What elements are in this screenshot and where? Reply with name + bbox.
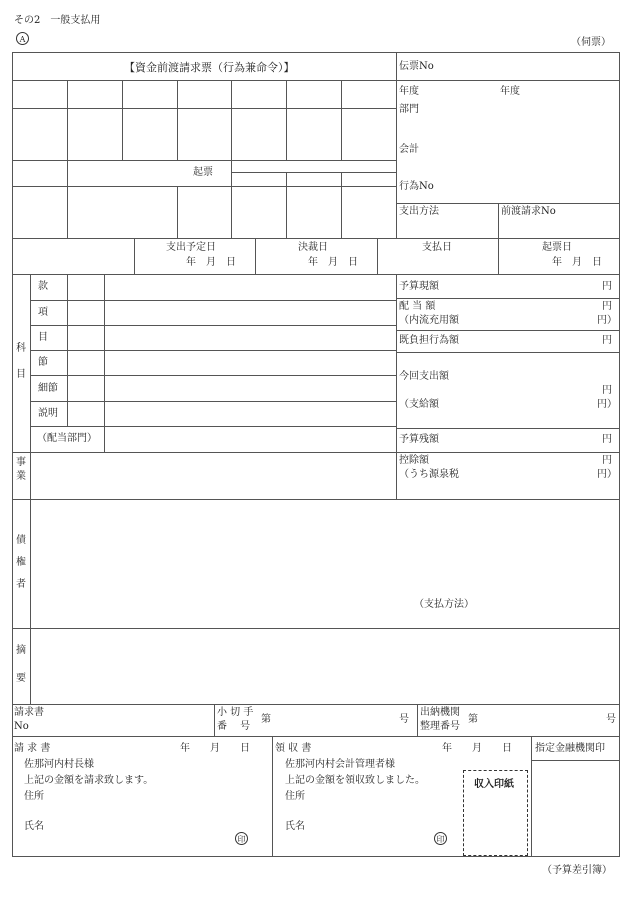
- rule: [30, 350, 396, 351]
- ryoshusho-date: 年 月 日: [442, 743, 512, 754]
- shiharai-date-label: 支払日: [422, 242, 452, 253]
- yen-unit-paren: 円）: [597, 315, 617, 326]
- saikensha-label: 債権者: [16, 535, 26, 590]
- rule: [12, 80, 396, 81]
- rule: [396, 352, 620, 353]
- rule: [12, 238, 620, 239]
- rule: [122, 80, 123, 160]
- rule: [12, 186, 396, 187]
- go-label: 号: [399, 714, 409, 725]
- yen-unit: 円: [602, 281, 612, 292]
- rule: [30, 401, 396, 402]
- ryoshusho-to: 佐那河内村会計管理者様: [285, 759, 395, 770]
- form-type-label: その2 一般支払用: [14, 15, 101, 26]
- seal-mark: 印: [235, 832, 248, 845]
- kihyo-label: 起票: [193, 167, 213, 178]
- rule: [12, 499, 620, 500]
- rule: [30, 325, 396, 326]
- kogitte-label-2: 番 号: [217, 721, 251, 732]
- rule: [255, 238, 256, 274]
- nendo-label-2: 年度: [500, 86, 520, 97]
- suitou-label-1: 出納機関: [420, 707, 460, 718]
- rule: [531, 736, 532, 857]
- rule: [417, 704, 418, 736]
- yosan-zan-label: 予算残額: [399, 434, 439, 445]
- circled-a-mark: A: [16, 32, 29, 45]
- rule: [396, 203, 620, 204]
- yen-unit: 円: [602, 301, 612, 312]
- yen-unit-paren: 円）: [597, 399, 617, 410]
- rule: [12, 160, 396, 161]
- rule: [177, 186, 178, 238]
- gensen-label: （うち源泉税: [399, 469, 459, 480]
- haito-gaku-label: 配 当 額: [399, 301, 436, 312]
- naiyu-juyo-label: （内流充用額: [399, 315, 459, 326]
- nendo-label-1: 年度: [399, 86, 419, 97]
- yotei-ymd: 年 月 日: [186, 257, 236, 268]
- rule: [231, 172, 396, 173]
- rule: [498, 238, 499, 274]
- rule: [396, 428, 620, 429]
- shitei-kinyu-label: 指定金融機関印: [535, 743, 605, 754]
- kamoku-row-setsu: 節: [38, 357, 48, 368]
- rule: [286, 80, 287, 160]
- rule: [272, 736, 273, 857]
- rule: [12, 736, 620, 737]
- seikyusho-date: 年 月 日: [180, 743, 250, 754]
- kamoku-row-setsumei: 説明: [38, 408, 58, 419]
- rule: [396, 330, 620, 331]
- rule: [396, 298, 620, 299]
- rule: [177, 80, 178, 160]
- rule: [67, 80, 68, 238]
- kessai-ymd: 年 月 日: [308, 257, 358, 268]
- seikyusho-title: 請 求 書: [14, 743, 51, 754]
- rule: [12, 452, 620, 453]
- kamoku-row-kan: 款: [38, 281, 48, 292]
- ryoshusho-body: 上記の金額を領収致しました。: [285, 775, 425, 786]
- revenue-stamp-label: 収入印紙: [474, 779, 514, 790]
- shikyu-label: （支給額: [399, 399, 439, 410]
- kamoku-row-saisetsu: 細節: [38, 383, 58, 394]
- yen-unit: 円: [602, 335, 612, 346]
- seal-mark: 印: [434, 832, 447, 845]
- rule: [30, 375, 396, 376]
- suitou-label-2: 整理番号: [420, 721, 460, 732]
- konkai-label: 今回支出額: [399, 371, 449, 382]
- yen-unit: 円: [602, 434, 612, 445]
- kifutan-label: 既負担行為額: [399, 335, 459, 346]
- kamoku-row-moku: 目: [38, 332, 48, 343]
- rule: [12, 108, 396, 109]
- kamoku-row-kou: 項: [38, 307, 48, 318]
- rule: [396, 274, 397, 499]
- rule: [30, 274, 31, 628]
- rule: [30, 426, 396, 427]
- yotei-date-label: 支出予定日: [166, 242, 216, 253]
- seikyusho-no-label-1: 請求書: [14, 707, 44, 718]
- rule: [377, 238, 378, 274]
- yosan-genkaku-label: 予算現額: [399, 281, 439, 292]
- kogitte-label-1: 小 切 手: [217, 707, 254, 718]
- rule: [12, 704, 620, 705]
- kihyo-date-label: 起票日: [542, 242, 572, 253]
- ryoshusho-address-label: 住所: [285, 791, 305, 802]
- rule: [214, 704, 215, 736]
- ryoshusho-name-label: 氏名: [285, 821, 305, 832]
- koui-no-label: 行為No: [399, 181, 434, 192]
- rule: [341, 80, 342, 160]
- rule: [30, 628, 31, 704]
- form-title: 【資金前渡請求票（行為兼命令）】: [124, 61, 295, 74]
- tekiyo-label: 摘要: [16, 645, 26, 684]
- dai-label: 第: [261, 714, 271, 725]
- kamoku-label: 科目: [16, 343, 26, 380]
- seikyusho-no-label-2: No: [14, 721, 29, 732]
- yosan-bo-label: （予算差引簿）: [542, 865, 612, 876]
- koujo-label: 控除額: [399, 455, 429, 466]
- rule: [531, 760, 620, 761]
- jigyo-label: 事業: [16, 457, 26, 482]
- rule: [396, 80, 620, 81]
- seikyusho-address-label: 住所: [24, 791, 44, 802]
- rule: [134, 238, 135, 274]
- seikyusho-to: 佐那河内村長様: [24, 759, 94, 770]
- shiharai-houhou-label: （支払方法）: [414, 599, 474, 610]
- dai-label: 第: [468, 714, 478, 725]
- copy-label: （伺票）: [571, 37, 611, 48]
- maewatashi-no-label: 前渡請求No: [501, 206, 556, 217]
- kaikei-label: 会計: [399, 144, 419, 155]
- rule: [286, 172, 287, 238]
- yen-unit: 円: [602, 385, 612, 396]
- kessai-date-label: 決裁日: [298, 242, 328, 253]
- rule: [498, 203, 499, 238]
- rule: [231, 80, 232, 238]
- rule: [12, 628, 620, 629]
- denpyo-no-label: 伝票No: [399, 61, 434, 72]
- go-label: 号: [606, 714, 616, 725]
- ryoshusho-title: 領 収 書: [275, 743, 312, 754]
- rule: [30, 300, 396, 301]
- yen-unit: 円: [602, 455, 612, 466]
- haito-bumon-label: （配当部門）: [37, 433, 97, 444]
- kihyo-ymd: 年 月 日: [552, 257, 602, 268]
- seikyusho-name-label: 氏名: [24, 821, 44, 832]
- rule: [341, 172, 342, 238]
- shishutsu-houhou-label: 支出方法: [399, 206, 439, 217]
- bumon-label: 部門: [399, 104, 419, 115]
- yen-unit-paren: 円）: [597, 469, 617, 480]
- seikyusho-body: 上記の金額を請求致します。: [24, 775, 154, 786]
